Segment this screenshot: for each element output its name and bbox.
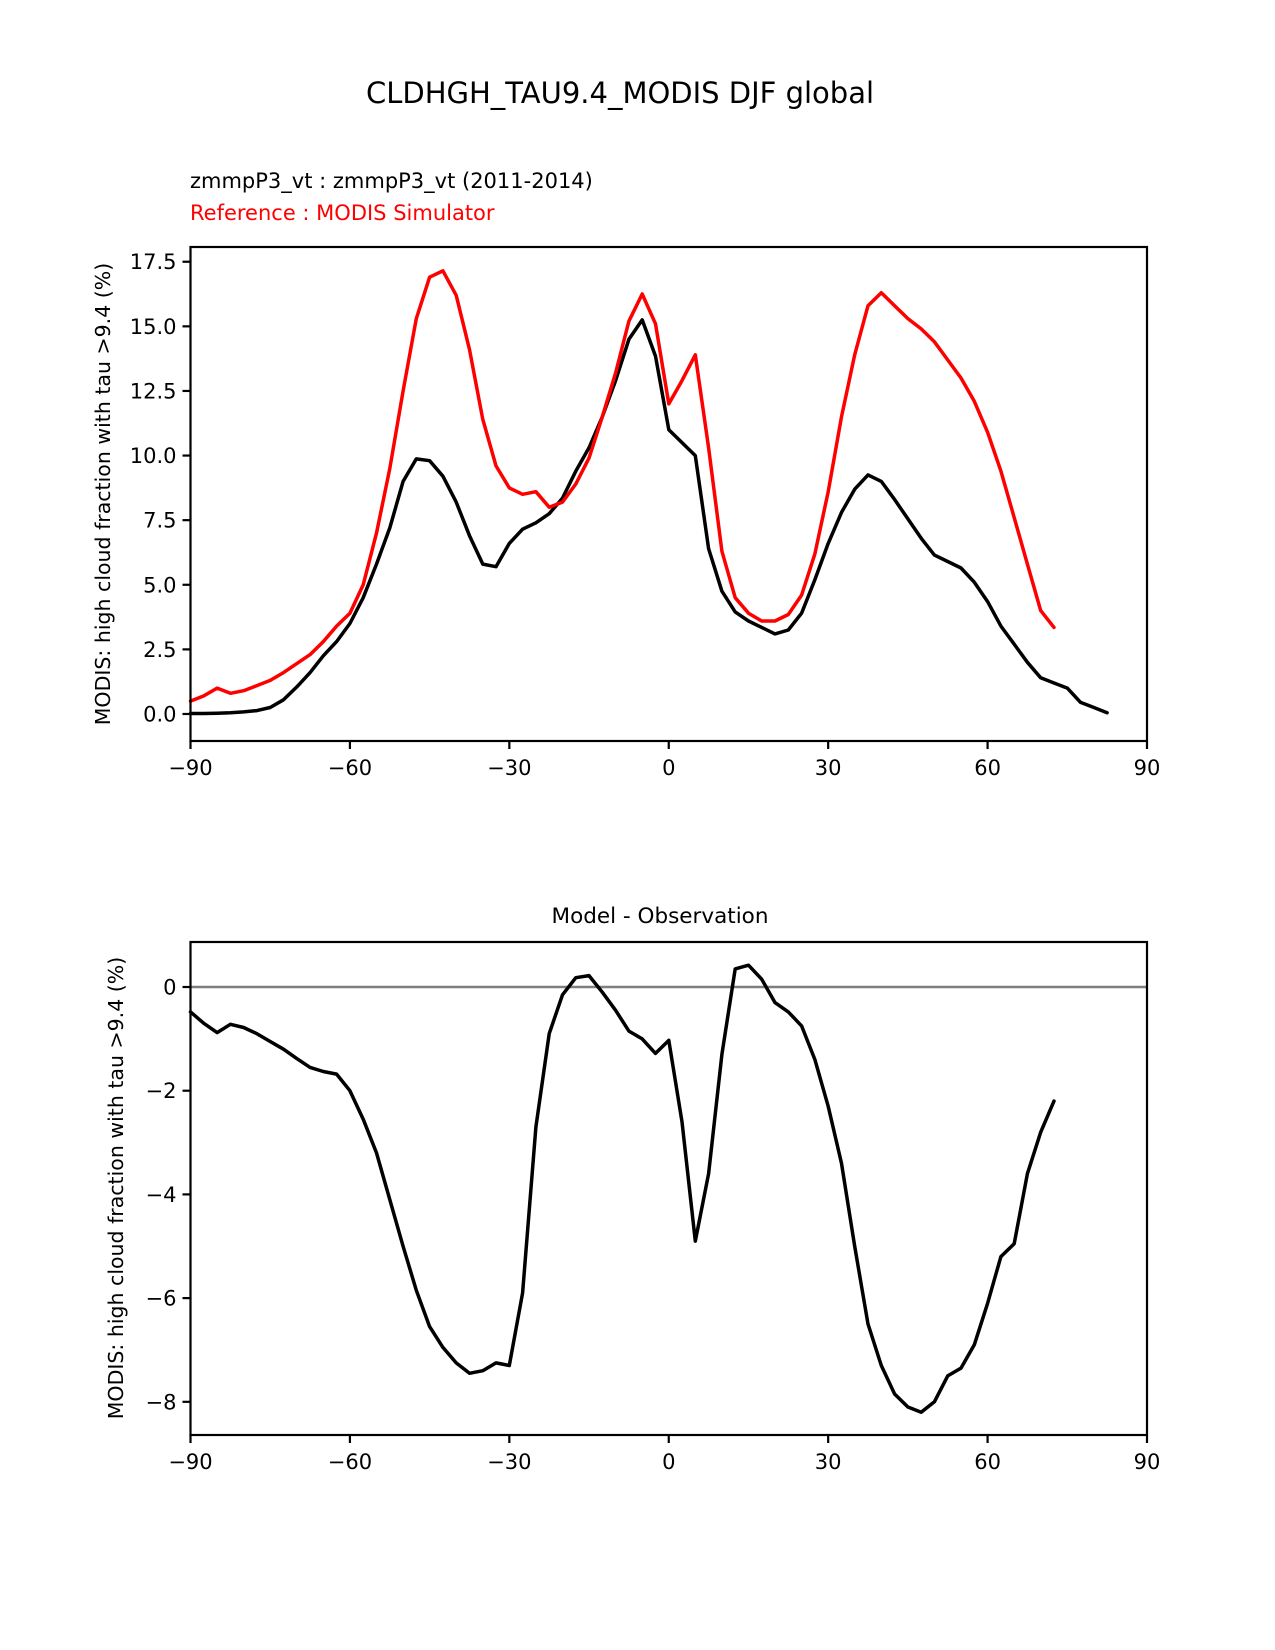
series-zmmpP3_vt (2011-2014) — [191, 320, 1108, 714]
bottom-panel-title: Model - Observation — [551, 904, 769, 929]
y-tick-label: 7.5 — [143, 508, 177, 533]
x-tick-label: 30 — [814, 1450, 842, 1474]
series-Model - Observation — [191, 965, 1055, 1412]
axes-spines-panel-0 — [191, 247, 1148, 741]
x-tick-label: 60 — [974, 756, 1001, 780]
x-tick-label: 90 — [1133, 756, 1161, 780]
x-tick-label: 90 — [1133, 1450, 1161, 1474]
top-panel-ylabel: MODIS: high cloud fraction with tau >9.4 (%) — [91, 262, 115, 726]
y-tick-label: 12.5 — [129, 379, 177, 404]
x-tick-label: −30 — [487, 756, 532, 780]
bottom-panel-ylabel: MODIS: high cloud fraction with tau >9.4 (%) — [104, 956, 128, 1420]
x-tick-label: 0 — [662, 756, 676, 780]
y-tick-label: −4 — [145, 1182, 177, 1207]
x-tick-label: −60 — [327, 756, 373, 780]
y-tick-label: 0 — [163, 975, 177, 1000]
x-tick-label: −30 — [487, 1450, 532, 1474]
legend-model-label: zmmpP3_vt : zmmpP3_vt (2011-2014) — [190, 169, 593, 193]
legend-reference-label: Reference : MODIS Simulator — [190, 201, 495, 225]
y-tick-label: −6 — [145, 1286, 177, 1311]
series-MODIS Simulator (reference) — [191, 271, 1055, 701]
x-tick-label: −90 — [168, 1450, 213, 1474]
axes-spines-panel-1 — [191, 942, 1148, 1435]
y-tick-label: −8 — [145, 1390, 177, 1415]
x-tick-label: −60 — [327, 1450, 373, 1474]
y-tick-label: 2.5 — [143, 637, 177, 662]
figure-title: CLDHGH_TAU9.4_MODIS DJF global — [365, 76, 875, 110]
y-tick-label: 5.0 — [143, 573, 177, 598]
x-tick-label: 60 — [974, 1450, 1001, 1474]
y-tick-label: 17.5 — [129, 250, 177, 275]
y-tick-label: −2 — [145, 1079, 177, 1104]
x-tick-label: 0 — [662, 1450, 676, 1474]
y-tick-label: 15.0 — [129, 314, 177, 339]
y-tick-label: 0.0 — [143, 702, 177, 727]
x-tick-label: −90 — [168, 756, 213, 780]
x-tick-label: 30 — [814, 756, 842, 780]
y-tick-label: 10.0 — [129, 444, 177, 469]
